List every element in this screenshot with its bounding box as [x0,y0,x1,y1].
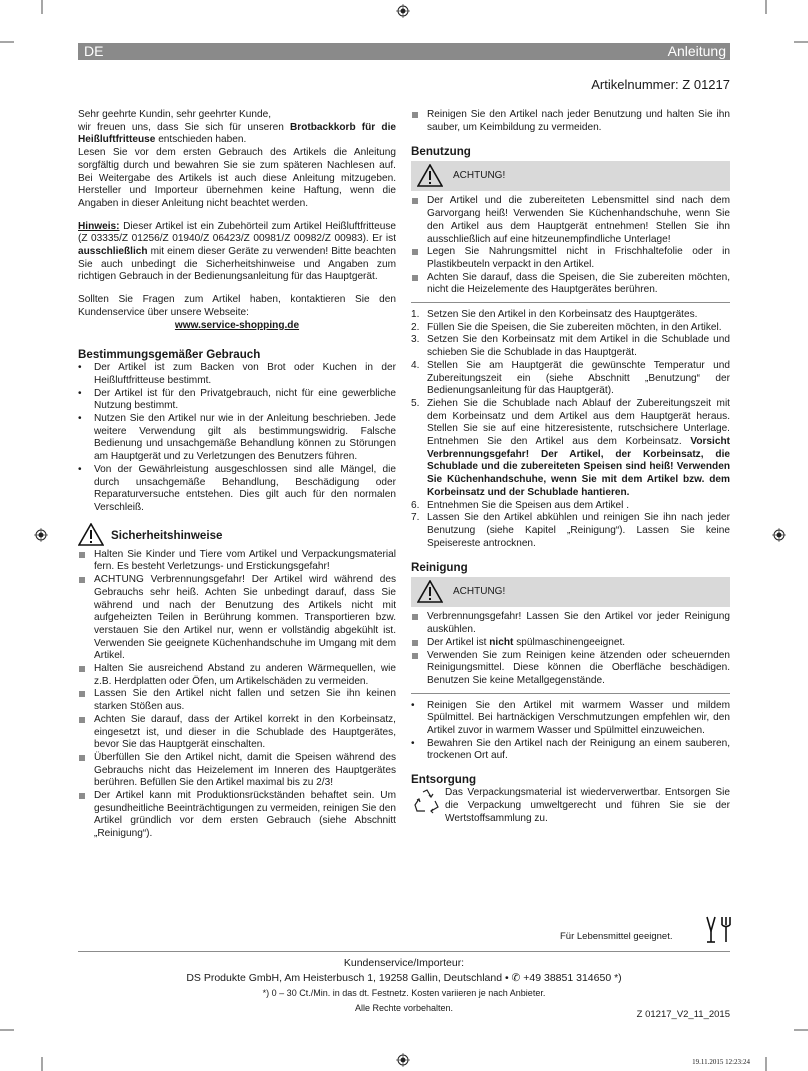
usage-steps [411,309,730,550]
list-item: Halten Sie ausreichend Abstand zu anderen Wärmequellen, wie z.B. Herdplatten oder Öfen, um Artikelschäden zu vermeiden. [78,663,396,688]
list-item: ACHTUNG Verbrennungsgefahr! Der Artikel wird während des Gebrauchs sehr heiß. Achten Sie unbedingt darauf, dass Sie während und nach der Benutzung des Artikels nicht mit aufgeheizten Teilen in Berührung kommen. Transportieren bzw. verstauen Sie den Artikel nur, wenn er vollständig abgekühlt ist. Verwenden Sie geeignete Küchenhandschuhe im Umgang mit dem Artikel. [78,574,396,663]
list-item: Lassen Sie den Artikel nicht fallen und setzen Sie ihn keinen starken Stößen aus. [78,688,396,713]
language-label: DE [84,43,104,59]
warning-label: ACHTUNG! [453,170,506,182]
list-item: Überfüllen Sie den Artikel nicht, damit die Speisen während des Gebrauchs nicht das Heizelement im Inneren des Hauptgerätes berühren. Befüllen Sie den Artikel maximal bis zu 2/3! [78,752,396,790]
print-date: 19.11.2015 12:23:24 [692,1058,750,1066]
cleaning-warning-box [411,577,730,607]
disposal-heading: Entsorgung [411,773,477,787]
list-item: • Der Artikel ist für den Privatgebrauch, nicht für eine gewerbliche Nutzung bestimmt. [78,387,396,412]
cleaning-heading: Reinigung [411,561,468,575]
footer-service-label: Kundenservice/Importeur: [343,957,465,969]
footer-cost-note: *) 0 – 30 Ct./Min. in das dt. Festnetz. Kosten variieren je nach Anbieter. [262,988,546,998]
divider [411,302,730,303]
list-item: • Von der Gewährleistung ausgeschlossen sind alle Mängel, die durch unsachgemäße Behandlung, Beschädigung oder Reparaturversuche entstehen. Dies gilt auch für den normalen Verschleiß. [78,463,396,513]
article-number: Artikelnummer: Z 01217 [591,77,730,92]
list-item: Reinigen Sie den Artikel nach jeder Benutzung und halten Sie ihn sauber, um Keimbildung zu vermeiden. [411,109,730,134]
registration-mark-icon [396,4,410,18]
list-item: Der Artikel ist nicht spülmaschinengeeignet. [411,637,730,650]
usage-heading: Benutzung [411,145,471,159]
list-item: Legen Sie Nahrungsmittel nicht in Frischhaltefolie oder in Plastikbeuteln verpackt in den Artikel. [411,246,730,271]
food-safe-label: Für Lebensmittel geeignet. [560,931,673,942]
warning-label: ACHTUNG! [453,586,506,598]
footer-address: DS Produkte GmbH, Am Heisterbusch 1, 19258 Gallin, Deutschland • ✆ +49 38851 314650 *) [186,972,622,984]
warning-triangle-icon [417,164,443,187]
food-safe-icon [705,915,733,945]
left-column [78,109,396,841]
disposal-text: Das Verpackungsmaterial ist wiederverwertbar. Entsorgen Sie die Verpackung umweltgerecht und führen Sie sie der Wertstoffsammlung zu. [445,787,730,824]
footer-divider [78,951,730,952]
warning-triangle-icon [417,580,443,603]
disposal-block [411,787,730,825]
header-title: Anleitung [667,43,726,59]
safety-heading: Sicherheitshinweise [111,528,223,542]
website-link[interactable]: www.service-shopping.de [174,319,300,331]
questions-text: Sollten Sie Fragen zum Artikel haben, kontaktieren Sie den Kundenservice über unsere Webseite: [78,294,396,318]
list-item: 5. Ziehen Sie die Schublade nach Ablauf der Zubereitungszeit mit dem Korbeinsatz und dem Artikel aus dem Hauptgerät heraus. Stellen Sie sie auf eine hitzeresistente, rutschsichere Unterlage. Entnehmen Sie den Artikel aus dem Korbeinsatz. Vorsicht Verbrennungsgefahr! Der Artikel, der Korbeinsatz, die Schublade und die zubereiteten Speisen sind heiß! Verwenden Sie Küchenhandschuhe, wenn Sie mit dem Artikel bzw. dem Korbeinsatz und der Schublade hantieren. [411,397,730,498]
hint-paragraph: Hinweis: Dieser Artikel ist ein Zubehörteil zum Artikel Heißluftfritteuse (Z 03335/Z 01256/Z 01940/Z 06423/Z 00981/Z 00982/Z 00983). Er ist ausschließlich mit einem dieser Geräte zu verwenden! Bitte beachten Sie auch unbedingt die Sicherheitshinweise und Angaben zum richtigen Gebrauch in der Bedienungsanleitung für das Hauptgerät. [78,220,396,283]
recycling-icon [413,789,441,815]
list-item: 6. Entnehmen Sie die Speisen aus dem Artikel . [411,499,629,511]
intro: wir freuen uns, dass Sie sich für unseren Brotbackkorb für die Heißluftfritteuse entschieden haben. [78,121,396,146]
divider [411,693,730,694]
list-item: Achten Sie darauf, dass der Artikel korrekt in den Korbeinsatz, eingesetzt ist, und dieser in die Schublade des Hauptgerätes, bevor Sie das Hauptgerät einschalten. [78,714,396,752]
right-column [411,109,730,825]
read-first-text: Lesen Sie vor dem ersten Gebrauch des Artikels die Anleitung sorgfältig durch und bewahren Sie sie zum späteren Nachlesen auf. Bei Weitergabe des Artikels ist auch diese Anleitung mitzugeben. Hersteller und Importeur übernehmen keine Haftung, wenn die Angaben in dieser Anleitung nicht beachtet werden. [78,147,396,209]
list-item: Halten Sie Kinder und Tiere vom Artikel und Verpackungsmaterial fern. Es besteht Verletzungs- und Erstickungsgefahr! [78,549,396,574]
greeting: Sehr geehrte Kundin, sehr geehrter Kunde, [78,109,272,120]
list-item: Verbrennungsgefahr! Lassen Sie den Artikel vor jeder Reinigung auskühlen. [411,611,730,636]
list-item: Verwenden Sie zum Reinigen keine ätzenden oder scheuernden Reinigungsmittel. Diese können die Oberfläche beschädigen. Benutzen Sie keine Metallgegenstände. [411,650,730,688]
list-item: 2. Füllen Sie die Speisen, die Sie zubereiten möchten, in den Artikel. [411,321,722,333]
list-item: 1. Setzen Sie den Artikel in den Korbeinsatz des Hauptgerätes. [411,309,698,321]
list-item: • Der Artikel ist zum Backen von Brot oder Kuchen in der Heißluftfritteuse bestimmt. [78,362,396,386]
list-item: 4. Stellen Sie am Hauptgerät die gewünschte Temperatur und Zubereitungszeit ein (siehe Abschnitt „Benutzung“ der Bedienungsanleitung für das Hauptgerät). [411,359,730,397]
registration-mark-icon [396,1053,410,1067]
list-item: 7. Lassen Sie den Artikel abkühlen und reinigen Sie ihn nach jeder Benutzung (siehe Kapitel „Reinigung“). Lassen Sie keine Speisereste antrocknen. [411,512,730,549]
registration-mark-icon [772,528,786,542]
registration-mark-icon [34,528,48,542]
intended-use-heading: Bestimmungsgemäßer Gebrauch [78,348,261,362]
document-code: Z 01217_V2_11_2015 [636,1009,730,1020]
safety-heading-row [78,523,396,549]
list-item: 3. Setzen Sie den Korbeinsatz mit dem Artikel in die Schublade und schieben Sie die Schublade in das Hauptgerät. [411,334,730,359]
list-item: • Reinigen Sie den Artikel mit warmem Wasser und mildem Spülmittel. Bei hartnäckigen Verschmutzungen empfehlen wir, den Artikel zuvor in warmem Wasser und Spülmittel einzuweichen. [411,699,730,737]
list-item: Der Artikel und die zubereiteten Lebensmittel sind nach dem Garvorgang heiß! Verwenden Sie Küchenhandschuhe, wenn Sie den Artikel aus dem Hauptgerät entnehmen! Stellen Sie ihn ausschließlich auf eine hitzeunempfindliche Unterlage! [411,195,730,246]
list-item: • Bewahren Sie den Artikel nach der Reinigung an einem sauberen, trockenen Ort auf. [411,737,730,762]
list-item: Der Artikel kann mit Produktionsrückständen behaftet sein. Um gesundheitliche Beeinträchtigungen zu vermeiden, reinigen Sie den Artikel gründlich vor dem ersten Gebrauch (siehe Abschnitt „Reinigung“). [78,790,396,841]
warning-triangle-icon [78,523,104,546]
intended-use-list [78,362,396,514]
list-item: • Nutzen Sie den Artikel nur wie in der Anleitung beschrieben. Jede weitere Verwendung gilt als bestimmungswidrig. Falsche Bedienung und unsachgemäße Behandlung können zu Störungen am Hauptgerät und zu Verletzungen des Benutzers führen. [78,413,396,463]
header-bar [78,43,730,60]
footer-rights: Alle Rechte vorbehalten. [354,1003,454,1013]
list-item: Achten Sie darauf, dass die Speisen, die Sie zubereiten möchten, nicht die Heizelemente des Hauptgerätes berühren. [411,272,730,297]
usage-warning-box [411,161,730,191]
safety-list [78,549,396,841]
